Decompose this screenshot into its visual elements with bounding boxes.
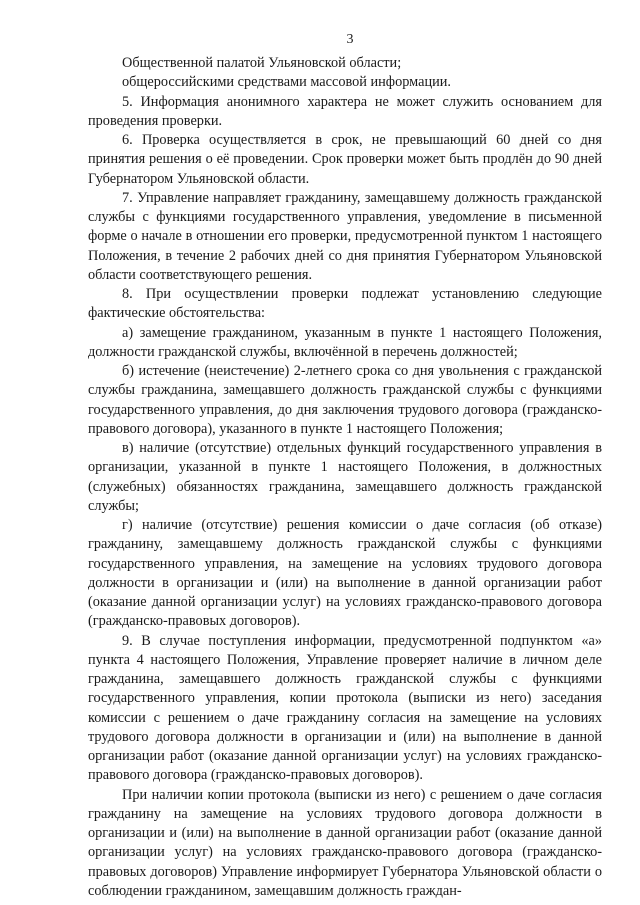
paragraph-item-5: 5. Информация анонимного характера не может служить основанием для проведения проверки. <box>88 93 602 129</box>
paragraph-item-8b: б) истечение (неистечение) 2-летнего срока со дня увольнения с гражданской службы гражданина, замещавшего должность гражданской службы с функциями государственного управления, до дня заключения трудового договора (гражданско-правового договора), указанного в пункте 1 настоящего Положения; <box>88 363 602 437</box>
paragraph-item-7: 7. Управление направляет гражданину, замещавшему должность гражданской службы с функциями государственного управления, уведомление в письменной форме о начале в отношении его проверки, предусмотренной пунктом 1 настоящего Положения, в течение 2 рабочих дней со дня принятия Губернатором Ульяновской области соответствующего решения. <box>88 189 602 283</box>
paragraph-item-8a: а) замещение гражданином, указанным в пункте 1 настоящего Положения, должности гражданской службы, включённой в перечень должностей; <box>88 324 602 360</box>
paragraph-item-8: 8. При осуществлении проверки подлежат установлению следующие фактические обстоятельства: <box>88 286 602 322</box>
paragraph-media: общероссийскими средствами массовой информации. <box>122 74 451 91</box>
paragraph-item-9: 9. В случае поступления информации, предусмотренной подпунктом «а» пункта 4 настоящего Положения, Управление проверяет наличие в личном деле гражданина, замещавшего должность гражданской службы с функциями государственного управления, копии протокола (выписки из него) заседания комиссии с решением о даче гражданину согласия на замещение на условиях трудового договора должности в организации и (или) на выполнение в данной организации работ (оказание данной организации услуг) на условиях гражданско-правового договора (гражданско-правовых договоров). <box>88 632 602 784</box>
paragraph-item-6: 6. Проверка осуществляется в срок, не превышающий 60 дней со дня принятия решения о её проведении. Срок проверки может быть продлён до 90 дней Губернатором Ульяновской области. <box>88 132 602 187</box>
page-number: 3 <box>346 32 354 47</box>
paragraph-item-8g: г) наличие (отсутствие) решения комиссии о даче согласия (об отказе) гражданину, замещавшему должность гражданской службы с функциями государственного управления, на замещение на условиях трудового договора должности в организации и (или) на выполнение в данной организации работ (оказание данной организации услуг) на условиях гражданско-правового договора (гражданско-правовых договоров). <box>88 517 602 630</box>
paragraph-item-8v: в) наличие (отсутствие) отдельных функций государственного управления в организации, указанной в пункте 1 настоящего Положения, в должностных (служебных) обязанностях гражданина, замещавшего должность гражданской службы; <box>88 440 602 514</box>
paragraph-chamber: Общественной палатой Ульяновской области; <box>122 55 402 71</box>
paragraph-item-9-continued: При наличии копии протокола (выписки из него) с решением о даче согласия гражданину на замещение на условиях трудового договора должности в организации и (или) на выполнение в данной организации работ (оказание данной организации услуг) на условиях гражданско-правового договора (гражданско-правовых договоров) Управление информирует Губернатора Ульяновской области о соблюдении гражданином, замещавшим должность граждан- <box>88 786 602 899</box>
